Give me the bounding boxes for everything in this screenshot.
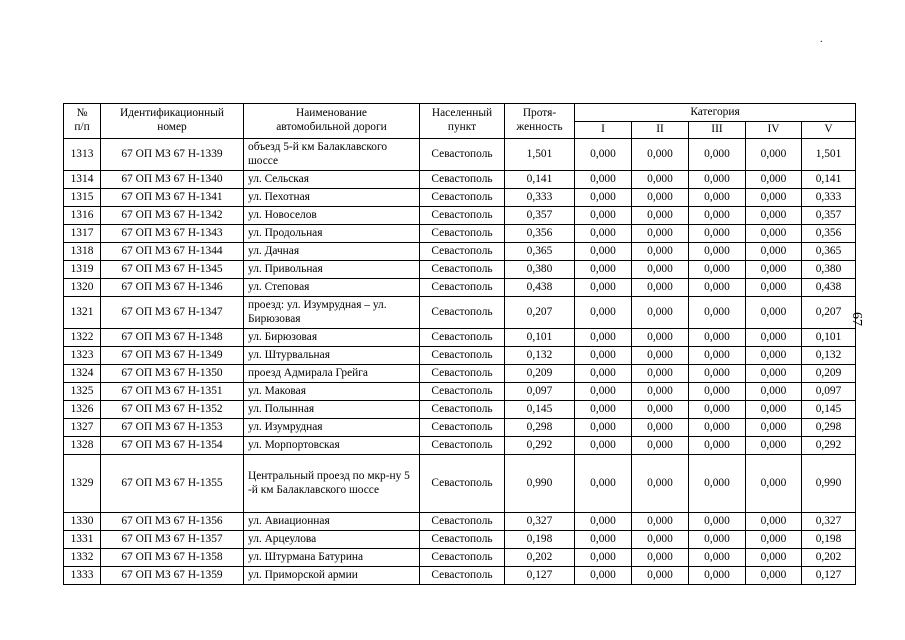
category-3-cell: 0,000 <box>689 279 746 297</box>
table-row <box>64 383 856 401</box>
category-4-cell: 0,000 <box>746 225 802 243</box>
length-cell: 0,356 <box>505 225 575 243</box>
category-4-cell: 0,000 <box>746 365 802 383</box>
identifier-cell: 67 ОП МЗ 67 Н-1357 <box>101 531 244 549</box>
length-cell: 0,333 <box>505 189 575 207</box>
table-row <box>64 347 856 365</box>
table-row <box>64 437 856 455</box>
header-length: Протя- женность <box>505 104 575 139</box>
locality-cell: Севастополь <box>420 531 505 549</box>
category-5-cell: 0,145 <box>802 401 856 419</box>
table-row <box>64 549 856 567</box>
length-cell: 0,298 <box>505 419 575 437</box>
road-name-cell: проезд: ул. Изумрудная – ул. Бирюзовая <box>244 297 420 329</box>
length-cell: 0,202 <box>505 549 575 567</box>
category-2-cell: 0,000 <box>632 531 689 549</box>
length-cell: 1,501 <box>505 139 575 171</box>
locality-cell: Севастополь <box>420 261 505 279</box>
category-1-cell: 0,000 <box>575 419 632 437</box>
header-cat-5: V <box>802 122 856 139</box>
category-5-cell: 0,438 <box>802 279 856 297</box>
locality-cell: Севастополь <box>420 243 505 261</box>
locality-cell: Севастополь <box>420 171 505 189</box>
category-4-cell: 0,000 <box>746 207 802 225</box>
locality-cell: Севастополь <box>420 189 505 207</box>
locality-cell: Севастополь <box>420 513 505 531</box>
row-number-cell: 1332 <box>64 549 101 567</box>
category-3-cell: 0,000 <box>689 347 746 365</box>
category-1-cell: 0,000 <box>575 455 632 513</box>
length-cell: 0,127 <box>505 567 575 585</box>
road-name-cell: ул. Дачная <box>244 243 420 261</box>
header-category: Категория <box>575 104 856 122</box>
locality-cell: Севастополь <box>420 279 505 297</box>
length-cell: 0,145 <box>505 401 575 419</box>
length-cell: 0,990 <box>505 455 575 513</box>
row-number-cell: 1324 <box>64 365 101 383</box>
locality-cell: Севастополь <box>420 567 505 585</box>
category-4-cell: 0,000 <box>746 567 802 585</box>
category-3-cell: 0,000 <box>689 401 746 419</box>
category-4-cell: 0,000 <box>746 531 802 549</box>
category-3-cell: 0,000 <box>689 297 746 329</box>
category-2-cell: 0,000 <box>632 329 689 347</box>
category-4-cell: 0,000 <box>746 401 802 419</box>
category-1-cell: 0,000 <box>575 401 632 419</box>
category-5-cell: 0,356 <box>802 225 856 243</box>
category-3-cell: 0,000 <box>689 171 746 189</box>
length-cell: 0,292 <box>505 437 575 455</box>
road-name-cell: ул. Штурвальная <box>244 347 420 365</box>
category-3-cell: 0,000 <box>689 139 746 171</box>
road-name-cell: ул. Бирюзовая <box>244 329 420 347</box>
locality-cell: Севастополь <box>420 383 505 401</box>
road-name-cell: ул. Продольная <box>244 225 420 243</box>
category-1-cell: 0,000 <box>575 243 632 261</box>
row-number-cell: 1326 <box>64 401 101 419</box>
road-name-cell: ул. Изумрудная <box>244 419 420 437</box>
locality-cell: Севастополь <box>420 347 505 365</box>
identifier-cell: 67 ОП МЗ 67 Н-1346 <box>101 279 244 297</box>
road-name-cell: ул. Авиационная <box>244 513 420 531</box>
category-1-cell: 0,000 <box>575 549 632 567</box>
road-name-cell: ул. Пехотная <box>244 189 420 207</box>
identifier-cell: 67 ОП МЗ 67 Н-1355 <box>101 455 244 513</box>
category-4-cell: 0,000 <box>746 297 802 329</box>
category-3-cell: 0,000 <box>689 513 746 531</box>
header-row-1 <box>64 104 856 122</box>
identifier-cell: 67 ОП МЗ 67 Н-1348 <box>101 329 244 347</box>
locality-cell: Севастополь <box>420 419 505 437</box>
category-1-cell: 0,000 <box>575 279 632 297</box>
category-5-cell: 0,298 <box>802 419 856 437</box>
row-number-cell: 1328 <box>64 437 101 455</box>
table-row <box>64 513 856 531</box>
table-row <box>64 207 856 225</box>
category-3-cell: 0,000 <box>689 437 746 455</box>
category-3-cell: 0,000 <box>689 567 746 585</box>
row-number-cell: 1318 <box>64 243 101 261</box>
identifier-cell: 67 ОП МЗ 67 Н-1352 <box>101 401 244 419</box>
table-row <box>64 171 856 189</box>
category-2-cell: 0,000 <box>632 243 689 261</box>
category-1-cell: 0,000 <box>575 261 632 279</box>
table-row <box>64 567 856 585</box>
category-3-cell: 0,000 <box>689 329 746 347</box>
category-3-cell: 0,000 <box>689 419 746 437</box>
road-name-cell: ул. Арцеулова <box>244 531 420 549</box>
row-number-cell: 1315 <box>64 189 101 207</box>
road-name-cell: ул. Штурмана Батурина <box>244 549 420 567</box>
header-cat-1: I <box>575 122 632 139</box>
identifier-cell: 67 ОП МЗ 67 Н-1359 <box>101 567 244 585</box>
length-cell: 0,438 <box>505 279 575 297</box>
category-2-cell: 0,000 <box>632 261 689 279</box>
category-2-cell: 0,000 <box>632 225 689 243</box>
locality-cell: Севастополь <box>420 139 505 171</box>
category-5-cell: 0,141 <box>802 171 856 189</box>
category-4-cell: 0,000 <box>746 243 802 261</box>
category-5-cell: 0,202 <box>802 549 856 567</box>
road-name-cell: ул. Привольная <box>244 261 420 279</box>
locality-cell: Севастополь <box>420 225 505 243</box>
locality-cell: Севастополь <box>420 297 505 329</box>
category-2-cell: 0,000 <box>632 455 689 513</box>
header-cat-4: IV <box>746 122 802 139</box>
category-5-cell: 0,207 <box>802 297 856 329</box>
category-4-cell: 0,000 <box>746 455 802 513</box>
row-number-cell: 1316 <box>64 207 101 225</box>
table-row <box>64 139 856 171</box>
category-1-cell: 0,000 <box>575 139 632 171</box>
category-4-cell: 0,000 <box>746 329 802 347</box>
road-name-cell: Центральный проезд по мкр-ну 5 -й км Балаклавского шоссе <box>244 455 420 513</box>
category-5-cell: 0,209 <box>802 365 856 383</box>
category-4-cell: 0,000 <box>746 261 802 279</box>
category-3-cell: 0,000 <box>689 549 746 567</box>
category-5-cell: 1,501 <box>802 139 856 171</box>
length-cell: 0,327 <box>505 513 575 531</box>
category-5-cell: 0,380 <box>802 261 856 279</box>
category-2-cell: 0,000 <box>632 549 689 567</box>
header-cat-2: II <box>632 122 689 139</box>
category-2-cell: 0,000 <box>632 207 689 225</box>
road-name-cell: ул. Сельская <box>244 171 420 189</box>
locality-cell: Севастополь <box>420 401 505 419</box>
category-4-cell: 0,000 <box>746 419 802 437</box>
category-2-cell: 0,000 <box>632 279 689 297</box>
table-row <box>64 419 856 437</box>
road-name-cell: ул. Степовая <box>244 279 420 297</box>
table-row <box>64 243 856 261</box>
length-cell: 0,141 <box>505 171 575 189</box>
table-row <box>64 329 856 347</box>
category-4-cell: 0,000 <box>746 139 802 171</box>
category-3-cell: 0,000 <box>689 243 746 261</box>
road-name-cell: ул. Морпортовская <box>244 437 420 455</box>
locality-cell: Севастополь <box>420 437 505 455</box>
category-5-cell: 0,101 <box>802 329 856 347</box>
category-4-cell: 0,000 <box>746 279 802 297</box>
header-cat-3: III <box>689 122 746 139</box>
row-number-cell: 1322 <box>64 329 101 347</box>
category-1-cell: 0,000 <box>575 297 632 329</box>
length-cell: 0,207 <box>505 297 575 329</box>
road-name-cell: ул. Новоселов <box>244 207 420 225</box>
category-5-cell: 0,357 <box>802 207 856 225</box>
length-cell: 0,101 <box>505 329 575 347</box>
identifier-cell: 67 ОП МЗ 67 Н-1354 <box>101 437 244 455</box>
identifier-cell: 67 ОП МЗ 67 Н-1340 <box>101 171 244 189</box>
table-row <box>64 455 856 513</box>
category-4-cell: 0,000 <box>746 549 802 567</box>
category-5-cell: 0,990 <box>802 455 856 513</box>
row-number-cell: 1327 <box>64 419 101 437</box>
category-1-cell: 0,000 <box>575 347 632 365</box>
identifier-cell: 67 ОП МЗ 67 Н-1339 <box>101 139 244 171</box>
category-5-cell: 0,127 <box>802 567 856 585</box>
table-row <box>64 279 856 297</box>
category-3-cell: 0,000 <box>689 455 746 513</box>
category-1-cell: 0,000 <box>575 329 632 347</box>
category-2-cell: 0,000 <box>632 365 689 383</box>
category-1-cell: 0,000 <box>575 207 632 225</box>
table-row <box>64 261 856 279</box>
category-2-cell: 0,000 <box>632 437 689 455</box>
road-name-cell: ул. Полынная <box>244 401 420 419</box>
category-5-cell: 0,365 <box>802 243 856 261</box>
identifier-cell: 67 ОП МЗ 67 Н-1353 <box>101 419 244 437</box>
category-2-cell: 0,000 <box>632 347 689 365</box>
locality-cell: Севастополь <box>420 365 505 383</box>
row-number-cell: 1317 <box>64 225 101 243</box>
row-number-cell: 1314 <box>64 171 101 189</box>
category-5-cell: 0,333 <box>802 189 856 207</box>
length-cell: 0,132 <box>505 347 575 365</box>
length-cell: 0,097 <box>505 383 575 401</box>
category-4-cell: 0,000 <box>746 437 802 455</box>
header-locality: Населенный пункт <box>420 104 505 139</box>
length-cell: 0,357 <box>505 207 575 225</box>
category-5-cell: 0,198 <box>802 531 856 549</box>
road-name-cell: объезд 5-й км Балаклавского шоссе <box>244 139 420 171</box>
identifier-cell: 67 ОП МЗ 67 Н-1358 <box>101 549 244 567</box>
category-4-cell: 0,000 <box>746 171 802 189</box>
identifier-cell: 67 ОП МЗ 67 Н-1356 <box>101 513 244 531</box>
length-cell: 0,380 <box>505 261 575 279</box>
category-1-cell: 0,000 <box>575 513 632 531</box>
identifier-cell: 67 ОП МЗ 67 Н-1343 <box>101 225 244 243</box>
category-3-cell: 0,000 <box>689 207 746 225</box>
category-5-cell: 0,132 <box>802 347 856 365</box>
identifier-cell: 67 ОП МЗ 67 Н-1341 <box>101 189 244 207</box>
category-2-cell: 0,000 <box>632 419 689 437</box>
category-2-cell: 0,000 <box>632 139 689 171</box>
category-1-cell: 0,000 <box>575 365 632 383</box>
locality-cell: Севастополь <box>420 329 505 347</box>
row-number-cell: 1331 <box>64 531 101 549</box>
row-number-cell: 1313 <box>64 139 101 171</box>
category-5-cell: 0,327 <box>802 513 856 531</box>
row-number-cell: 1330 <box>64 513 101 531</box>
identifier-cell: 67 ОП МЗ 67 Н-1349 <box>101 347 244 365</box>
length-cell: 0,209 <box>505 365 575 383</box>
header-road-name: Наименование автомобильной дороги <box>244 104 420 139</box>
category-2-cell: 0,000 <box>632 383 689 401</box>
category-1-cell: 0,000 <box>575 171 632 189</box>
identifier-cell: 67 ОП МЗ 67 Н-1345 <box>101 261 244 279</box>
row-number-cell: 1325 <box>64 383 101 401</box>
locality-cell: Севастополь <box>420 207 505 225</box>
table-body <box>64 139 856 585</box>
corner-mark: . <box>820 34 823 45</box>
table-row <box>64 225 856 243</box>
category-3-cell: 0,000 <box>689 531 746 549</box>
category-4-cell: 0,000 <box>746 189 802 207</box>
road-name-cell: проезд Адмирала Грейга <box>244 365 420 383</box>
category-4-cell: 0,000 <box>746 383 802 401</box>
row-number-cell: 1333 <box>64 567 101 585</box>
table-row <box>64 401 856 419</box>
row-number-cell: 1323 <box>64 347 101 365</box>
category-1-cell: 0,000 <box>575 531 632 549</box>
road-name-cell: ул. Маковая <box>244 383 420 401</box>
row-number-cell: 1320 <box>64 279 101 297</box>
category-2-cell: 0,000 <box>632 513 689 531</box>
identifier-cell: 67 ОП МЗ 67 Н-1347 <box>101 297 244 329</box>
category-3-cell: 0,000 <box>689 261 746 279</box>
row-number-cell: 1319 <box>64 261 101 279</box>
length-cell: 0,365 <box>505 243 575 261</box>
category-1-cell: 0,000 <box>575 437 632 455</box>
category-4-cell: 0,000 <box>746 513 802 531</box>
length-cell: 0,198 <box>505 531 575 549</box>
locality-cell: Севастополь <box>420 549 505 567</box>
road-name-cell: ул. Приморской армии <box>244 567 420 585</box>
category-1-cell: 0,000 <box>575 383 632 401</box>
category-3-cell: 0,000 <box>689 189 746 207</box>
category-2-cell: 0,000 <box>632 567 689 585</box>
identifier-cell: 67 ОП МЗ 67 Н-1351 <box>101 383 244 401</box>
header-num: № п/п <box>64 104 101 139</box>
category-1-cell: 0,000 <box>575 225 632 243</box>
table-row <box>64 189 856 207</box>
category-3-cell: 0,000 <box>689 365 746 383</box>
category-3-cell: 0,000 <box>689 225 746 243</box>
row-number-cell: 1329 <box>64 455 101 513</box>
category-1-cell: 0,000 <box>575 567 632 585</box>
identifier-cell: 67 ОП МЗ 67 Н-1350 <box>101 365 244 383</box>
table-row <box>64 531 856 549</box>
category-4-cell: 0,000 <box>746 347 802 365</box>
identifier-cell: 67 ОП МЗ 67 Н-1344 <box>101 243 244 261</box>
category-2-cell: 0,000 <box>632 297 689 329</box>
identifier-cell: 67 ОП МЗ 67 Н-1342 <box>101 207 244 225</box>
category-2-cell: 0,000 <box>632 401 689 419</box>
header-id: Идентификационный номер <box>101 104 244 139</box>
locality-cell: Севастополь <box>420 455 505 513</box>
category-5-cell: 0,097 <box>802 383 856 401</box>
row-number-cell: 1321 <box>64 297 101 329</box>
category-2-cell: 0,000 <box>632 189 689 207</box>
table-row <box>64 365 856 383</box>
category-5-cell: 0,292 <box>802 437 856 455</box>
category-3-cell: 0,000 <box>689 383 746 401</box>
table-row <box>64 297 856 329</box>
category-2-cell: 0,000 <box>632 171 689 189</box>
page-number: 67 <box>849 312 864 326</box>
category-1-cell: 0,000 <box>575 189 632 207</box>
roads-table <box>63 103 856 585</box>
